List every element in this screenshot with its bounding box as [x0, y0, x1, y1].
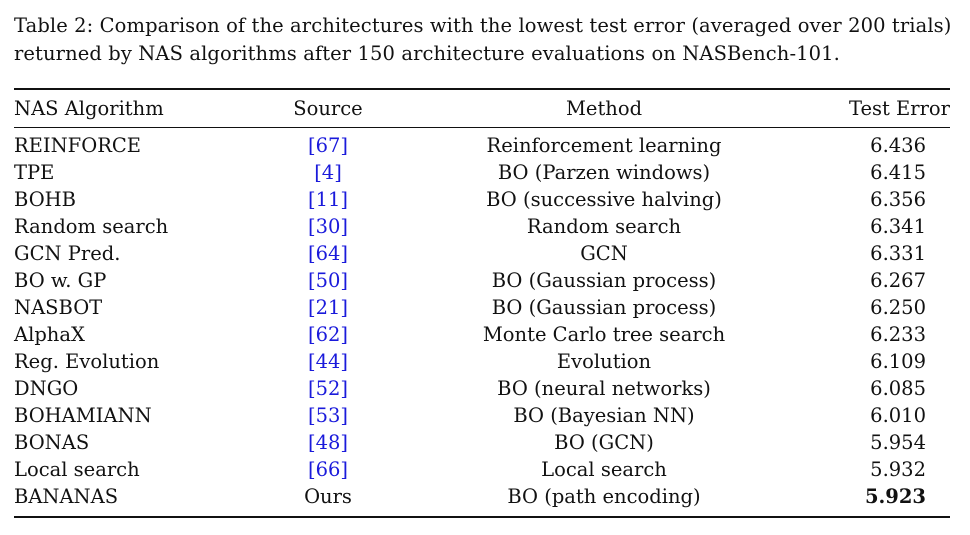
table-row	[14, 375, 950, 402]
citation-link[interactable]: [67]	[307, 134, 349, 157]
header-test-error: Test Error	[848, 97, 950, 120]
table-header-rule	[14, 127, 950, 128]
cell-test-error: 6.109	[870, 350, 926, 373]
citation-link[interactable]: [64]	[307, 242, 349, 265]
cell-algorithm: BANANAS	[14, 485, 119, 508]
cell-method: Local search	[541, 458, 667, 481]
table-top-rule	[14, 88, 950, 90]
table-row	[14, 132, 950, 159]
cell-algorithm: BONAS	[14, 431, 90, 454]
cell-test-error: 6.436	[870, 134, 926, 157]
cell-algorithm: BOHAMIANN	[14, 404, 152, 427]
table-row	[14, 213, 950, 240]
table-row	[14, 456, 950, 483]
caption-line-1: Table 2: Comparison of the architectures with the lowest test error (averaged over 200 trials)	[14, 14, 952, 37]
header-method: Method	[565, 97, 643, 120]
cell-method: BO (Parzen windows)	[497, 161, 711, 184]
citation-link[interactable]: [21]	[307, 296, 349, 319]
cell-method: Evolution	[556, 350, 652, 373]
cell-test-error: 6.233	[870, 323, 926, 346]
cell-method: GCN	[580, 242, 628, 265]
cell-algorithm: GCN Pred.	[14, 242, 121, 265]
cell-algorithm: AlphaX	[14, 323, 85, 346]
table-row	[14, 240, 950, 267]
cell-test-error: 6.341	[870, 215, 926, 238]
cell-test-error: 6.415	[870, 161, 926, 184]
cell-test-error: 6.010	[870, 404, 926, 427]
citation-link[interactable]: [48]	[307, 431, 349, 454]
cell-method: BO (path encoding)	[507, 485, 701, 508]
cell-algorithm: DNGO	[14, 377, 79, 400]
citation-link[interactable]: [44]	[307, 350, 349, 373]
cell-source: Ours	[304, 485, 352, 508]
table-header-row	[14, 95, 950, 122]
table-row	[14, 267, 950, 294]
citation-link[interactable]: [4]	[314, 161, 342, 184]
cell-method: BO (neural networks)	[497, 377, 711, 400]
cell-method: BO (GCN)	[554, 431, 654, 454]
table-row	[14, 402, 950, 429]
cell-test-error: 6.331	[870, 242, 926, 265]
cell-algorithm: REINFORCE	[14, 134, 142, 157]
cell-method: BO (Bayesian NN)	[513, 404, 695, 427]
citation-link[interactable]: [30]	[307, 215, 349, 238]
cell-test-error: 5.932	[870, 458, 926, 481]
citation-link[interactable]: [52]	[307, 377, 349, 400]
table-row	[14, 321, 950, 348]
table-bottom-rule	[14, 516, 950, 518]
cell-algorithm: TPE	[14, 161, 55, 184]
cell-method: BO (successive halving)	[486, 188, 722, 211]
citation-link[interactable]: [66]	[307, 458, 349, 481]
cell-algorithm: Random search	[14, 215, 169, 238]
citation-link[interactable]: [53]	[307, 404, 349, 427]
header-nas-algorithm: NAS Algorithm	[14, 97, 164, 120]
cell-algorithm: BO w. GP	[14, 269, 107, 292]
cell-method: Random search	[526, 215, 682, 238]
cell-algorithm: BOHB	[14, 188, 77, 211]
table-row	[14, 186, 950, 213]
cell-test-error: 6.267	[870, 269, 926, 292]
cell-test-error: 5.954	[870, 431, 926, 454]
cell-test-error: 5.923	[864, 485, 926, 508]
table-row	[14, 294, 950, 321]
cell-method: Reinforcement learning	[486, 134, 722, 157]
cell-algorithm: Local search	[14, 458, 140, 481]
cell-test-error: 6.085	[870, 377, 926, 400]
caption-line-2: returned by NAS algorithms after 150 architecture evaluations on NASBench-101.	[14, 42, 840, 65]
citation-link[interactable]: [11]	[307, 188, 349, 211]
cell-test-error: 6.356	[870, 188, 926, 211]
cell-method: BO (Gaussian process)	[491, 269, 717, 292]
table-row	[14, 429, 950, 456]
citation-link[interactable]: [50]	[307, 269, 349, 292]
table-row	[14, 483, 950, 510]
cell-method: BO (Gaussian process)	[491, 296, 717, 319]
cell-method: Monte Carlo tree search	[482, 323, 726, 346]
cell-algorithm: NASBOT	[14, 296, 103, 319]
table-caption	[14, 12, 959, 68]
table-row	[14, 348, 950, 375]
table-row	[14, 159, 950, 186]
cell-test-error: 6.250	[870, 296, 926, 319]
citation-link[interactable]: [62]	[307, 323, 349, 346]
header-source: Source	[293, 97, 363, 120]
cell-algorithm: Reg. Evolution	[14, 350, 160, 373]
